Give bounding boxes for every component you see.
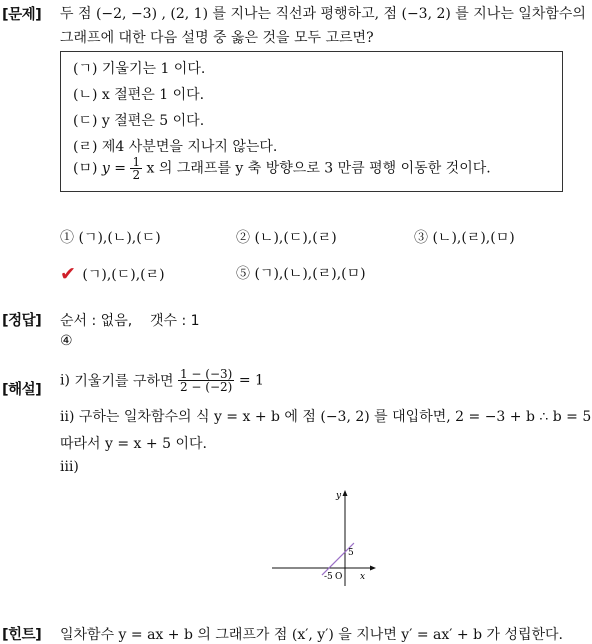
explanation-step-3: 따라서 y = x + 5 이다. — [60, 436, 207, 452]
slope-fraction — [178, 368, 234, 393]
statement-text: x 의 그래프를 y 축 방향으로 3 만큼 평행 이동한 것이다. — [146, 160, 491, 177]
statement-item-5 — [73, 156, 491, 181]
step-label: ⅰ) — [60, 372, 70, 389]
statement-text: x 절편은 1 이다. — [101, 87, 205, 103]
x-axis-arrow-icon — [370, 566, 376, 571]
statement-label: (ㄹ) — [73, 139, 98, 155]
option-1[interactable] — [60, 227, 161, 247]
option-text: (ㄱ),(ㄴ),(ㄷ) — [78, 230, 161, 246]
y-intercept-label: 5 — [348, 548, 354, 558]
statement-box — [60, 51, 563, 192]
answer-section-label: [정답] — [2, 313, 42, 329]
statement-text: y 절편은 5 이다. — [101, 113, 205, 129]
option-mark: ① — [60, 230, 74, 246]
statement-label: (ㄴ) — [73, 87, 98, 103]
fraction-numerator: 1 − (−3) — [179, 367, 233, 381]
red-check-icon: ✔ — [60, 263, 76, 285]
statement-text: 기울기는 1 이다. — [101, 61, 206, 77]
option-text: (ㄴ),(ㄷ),(ㄹ) — [254, 230, 337, 246]
answer-info: 순서 : 없음, 갯수 : 1 — [60, 313, 200, 329]
problem-section-label: [문제] — [2, 7, 42, 23]
explanation-section-label: [해설] — [2, 382, 42, 398]
problem-text-line-1: 두 점 (−2, −3) , (2, 1) 를 지나는 직선과 평행하고, 점 (−3, 2) 를 지나는 일차함수의 — [60, 6, 586, 22]
statement-item-3 — [73, 110, 204, 130]
option-mark: ③ — [414, 230, 428, 246]
fraction-denominator: 2 — [132, 168, 141, 182]
statement-item-2 — [73, 84, 204, 104]
y-axis-label: y — [336, 491, 342, 501]
explanation-step-1 — [60, 368, 264, 393]
statement-label: (ㅁ) — [73, 160, 98, 177]
option-text: (ㄴ),(ㄹ),(ㅁ) — [432, 230, 515, 246]
option-2[interactable] — [236, 227, 337, 247]
statement-item-1 — [73, 58, 205, 78]
statement-label: (ㄱ) — [73, 61, 98, 77]
option-3[interactable] — [414, 227, 515, 247]
statement-label: (ㄷ) — [73, 113, 98, 129]
option-4-selected[interactable] — [60, 263, 165, 285]
step-result: = 1 — [238, 372, 264, 389]
hint-text: 일차함수 y = ax + b 의 그래프가 점 (x′, y′) 을 지나면 y′ = ax′ + b 가 성립한다. — [60, 627, 564, 643]
x-axis-label: x — [360, 572, 366, 582]
statement-item-4 — [73, 136, 277, 156]
x-intercept-label: -5 — [324, 572, 333, 582]
option-5[interactable] — [236, 263, 366, 283]
option-text: (ㄱ),(ㄴ),(ㄹ),(ㅁ) — [254, 266, 366, 282]
hint-section-label: [힌트] — [2, 627, 42, 643]
statement-math: y = — [101, 160, 126, 177]
y-axis-arrow-icon — [343, 490, 348, 496]
step-text: 구하는 일차함수의 식 y = x + b 에 점 (−3, 2) 를 대입하면, 2 = −3 + b ∴ b = 5 — [78, 409, 592, 425]
option-mark: ⑤ — [236, 266, 250, 282]
origin-label: O — [335, 572, 343, 582]
step-label: ⅱ) — [60, 409, 75, 425]
option-mark: ② — [236, 230, 250, 246]
option-text: (ㄱ),(ㄷ),(ㄹ) — [82, 267, 165, 283]
fraction-one-half — [130, 156, 142, 181]
fraction-denominator: 2 − (−2) — [179, 380, 233, 394]
statement-text: 제4 사분면을 지나지 않는다. — [101, 139, 278, 155]
problem-text-line-2: 그래프에 대한 다음 설명 중 옳은 것을 모두 고르면? — [60, 30, 374, 46]
step-text: 기울기를 구하면 — [74, 373, 174, 390]
fraction-numerator: 1 — [132, 155, 141, 169]
explanation-step-4-label: ⅲ) — [60, 459, 79, 475]
linear-function-graph — [272, 488, 382, 588]
answer-value: ④ — [60, 333, 73, 349]
explanation-step-2 — [60, 406, 591, 426]
